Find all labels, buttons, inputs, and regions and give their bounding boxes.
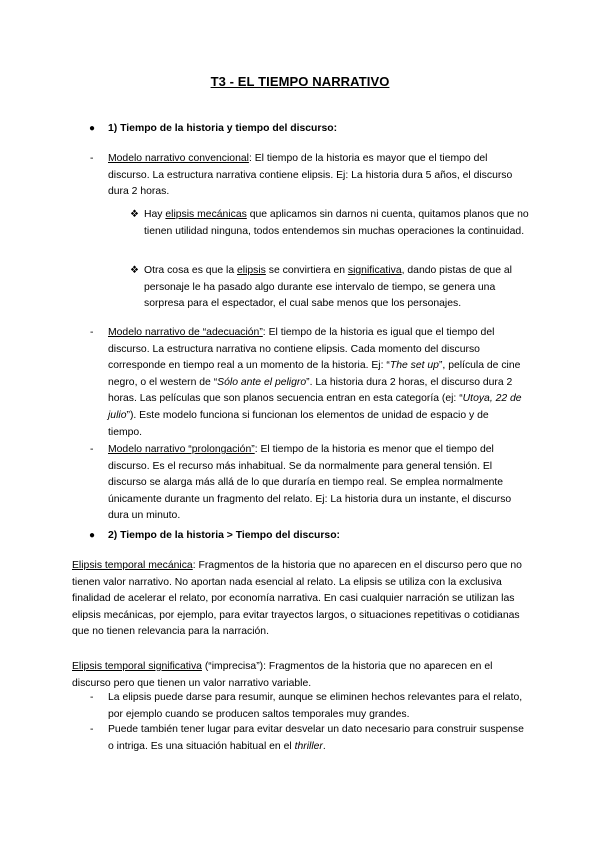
adec-t1: : El tiempo de la historia es igual que el tiempo del discurso. La estructura narrativa no contiene elipsis. Cada momento del discurso corresponde en tiempo real a un momento de la historia. Ej: “ <box>108 327 495 372</box>
sub2-pre: Otra cosa es que la <box>144 265 237 276</box>
adec-label: Modelo narrativo de “adecuación” <box>108 327 263 338</box>
sub2-paragraph <box>144 263 529 313</box>
sig-item2-italic: thriller <box>294 740 323 752</box>
sub1-pre: Hay <box>144 209 166 220</box>
sub2-post: , dando pistas de que al personaje le ha pasado algo durante ese intervalo de tiempo, se genera una sorpresa para el espectador, el cual sabe menos que los personajes. <box>144 265 512 310</box>
sig-item1: La elipsis puede darse para resumir, aunque se eliminen hechos relevantes para el relato, por ejemplo cuando se producen saltos temporales muy grandes. <box>108 692 523 720</box>
adec-i2: Sólo ante el peligro <box>217 376 307 388</box>
mec-text: : Fragmentos de la historia que no aparecen en el discurso pero que no tienen valor narrativo. No aportan nada esencial al relato. La elipsis se utiliza con la exclusiva finalidad de acelerar el relato, por economía narrativa. En casi cualquier narración se utilizan las elipsis mecánicas, por ejemplo, para evitar trayectos largos, o situaciones repetitivas o cotidianas que no tienen relevancia para la narración. <box>72 560 522 638</box>
prol-text: : El tiempo de la historia es menor que el tiempo del discurso. Es el recurso más inhabitual. Se da normalmente para general tensión. El discurso se alarga más allá de lo que duraría en tiempo real. Se emplea normalmente únicamente durante un fragmento del relato. Ej: La historia dura un instante, el discurso dura un minuto. <box>108 444 512 522</box>
conv-dash: - <box>90 153 94 164</box>
sig-text: (“imprecisa”): Fragmentos de la historia que no aparecen en el discurso pero que tienen un valor narrativo variable. <box>72 661 493 689</box>
sig-label: Elipsis temporal significativa <box>72 661 202 672</box>
section2-heading: 2) Tiempo de la historia > Tiempo del discurso: <box>108 530 341 541</box>
sub1-paragraph <box>144 207 529 240</box>
sig-item2-dash: - <box>90 724 94 735</box>
sub2-link1: elipsis <box>237 265 266 276</box>
sig-item2 <box>108 722 526 755</box>
mec-label: Elipsis temporal mecánica <box>72 560 193 571</box>
sub2-link2: significativa <box>347 265 402 276</box>
sig-item2-text: Puede también tener lugar para evitar desvelar un dato necesario para construir suspense o intriga. Es una situación habitual en el <box>108 724 524 752</box>
adec-i1: The set up <box>389 360 439 372</box>
conv-paragraph <box>108 151 523 201</box>
conv-label: Modelo narrativo convencional <box>108 153 249 164</box>
adec-paragraph <box>108 325 523 441</box>
adec-t4: ”). Este modelo funciona si funcionan los elementos de unidad de espacio y de tiempo. <box>108 409 489 438</box>
prol-label: Modelo narrativo “prolongación” <box>108 444 255 455</box>
sub1-mark: ❖ <box>130 209 139 220</box>
sig-paragraph <box>72 659 527 692</box>
sub2-mid: se convirtiera en <box>265 265 348 276</box>
prol-dash: - <box>90 444 94 455</box>
section1-heading: 1) Tiempo de la historia y tiempo del discurso: <box>108 123 338 134</box>
section1-bullet: ● <box>89 123 96 134</box>
mec-paragraph <box>72 558 527 641</box>
page-title: T3 - EL TIEMPO NARRATIVO <box>210 74 390 89</box>
adec-t2: ”, película de cine negro, o el western de “ <box>108 360 521 388</box>
adec-t3: ”. La historia dura 2 horas, el discurso dura 2 horas. Las películas que son planos secuencia entran en esta categoría (ej: “ <box>108 376 513 405</box>
prol-paragraph <box>108 442 523 525</box>
adec-i3: Utoya, 22 de julio <box>108 393 522 421</box>
section2-bullet: ● <box>89 530 96 541</box>
sig-item2-end: . <box>322 740 326 752</box>
sig-item1-dash: - <box>90 692 94 703</box>
sub1-link: elipsis mecánicas <box>165 209 247 220</box>
adec-dash: - <box>90 327 94 338</box>
sub2-mark: ❖ <box>130 265 139 276</box>
sub1-post: que aplicamos sin darnos ni cuenta, quitamos planos que no tienen utilidad ninguna, todos entendemos sin muchas operaciones la continuidad. <box>144 209 529 237</box>
conv-text: : El tiempo de la historia es mayor que el tiempo del discurso. La estructura narrativa contiene elipsis. Ej: La historia dura 5 años, el discurso dura 2 horas. <box>108 153 513 198</box>
